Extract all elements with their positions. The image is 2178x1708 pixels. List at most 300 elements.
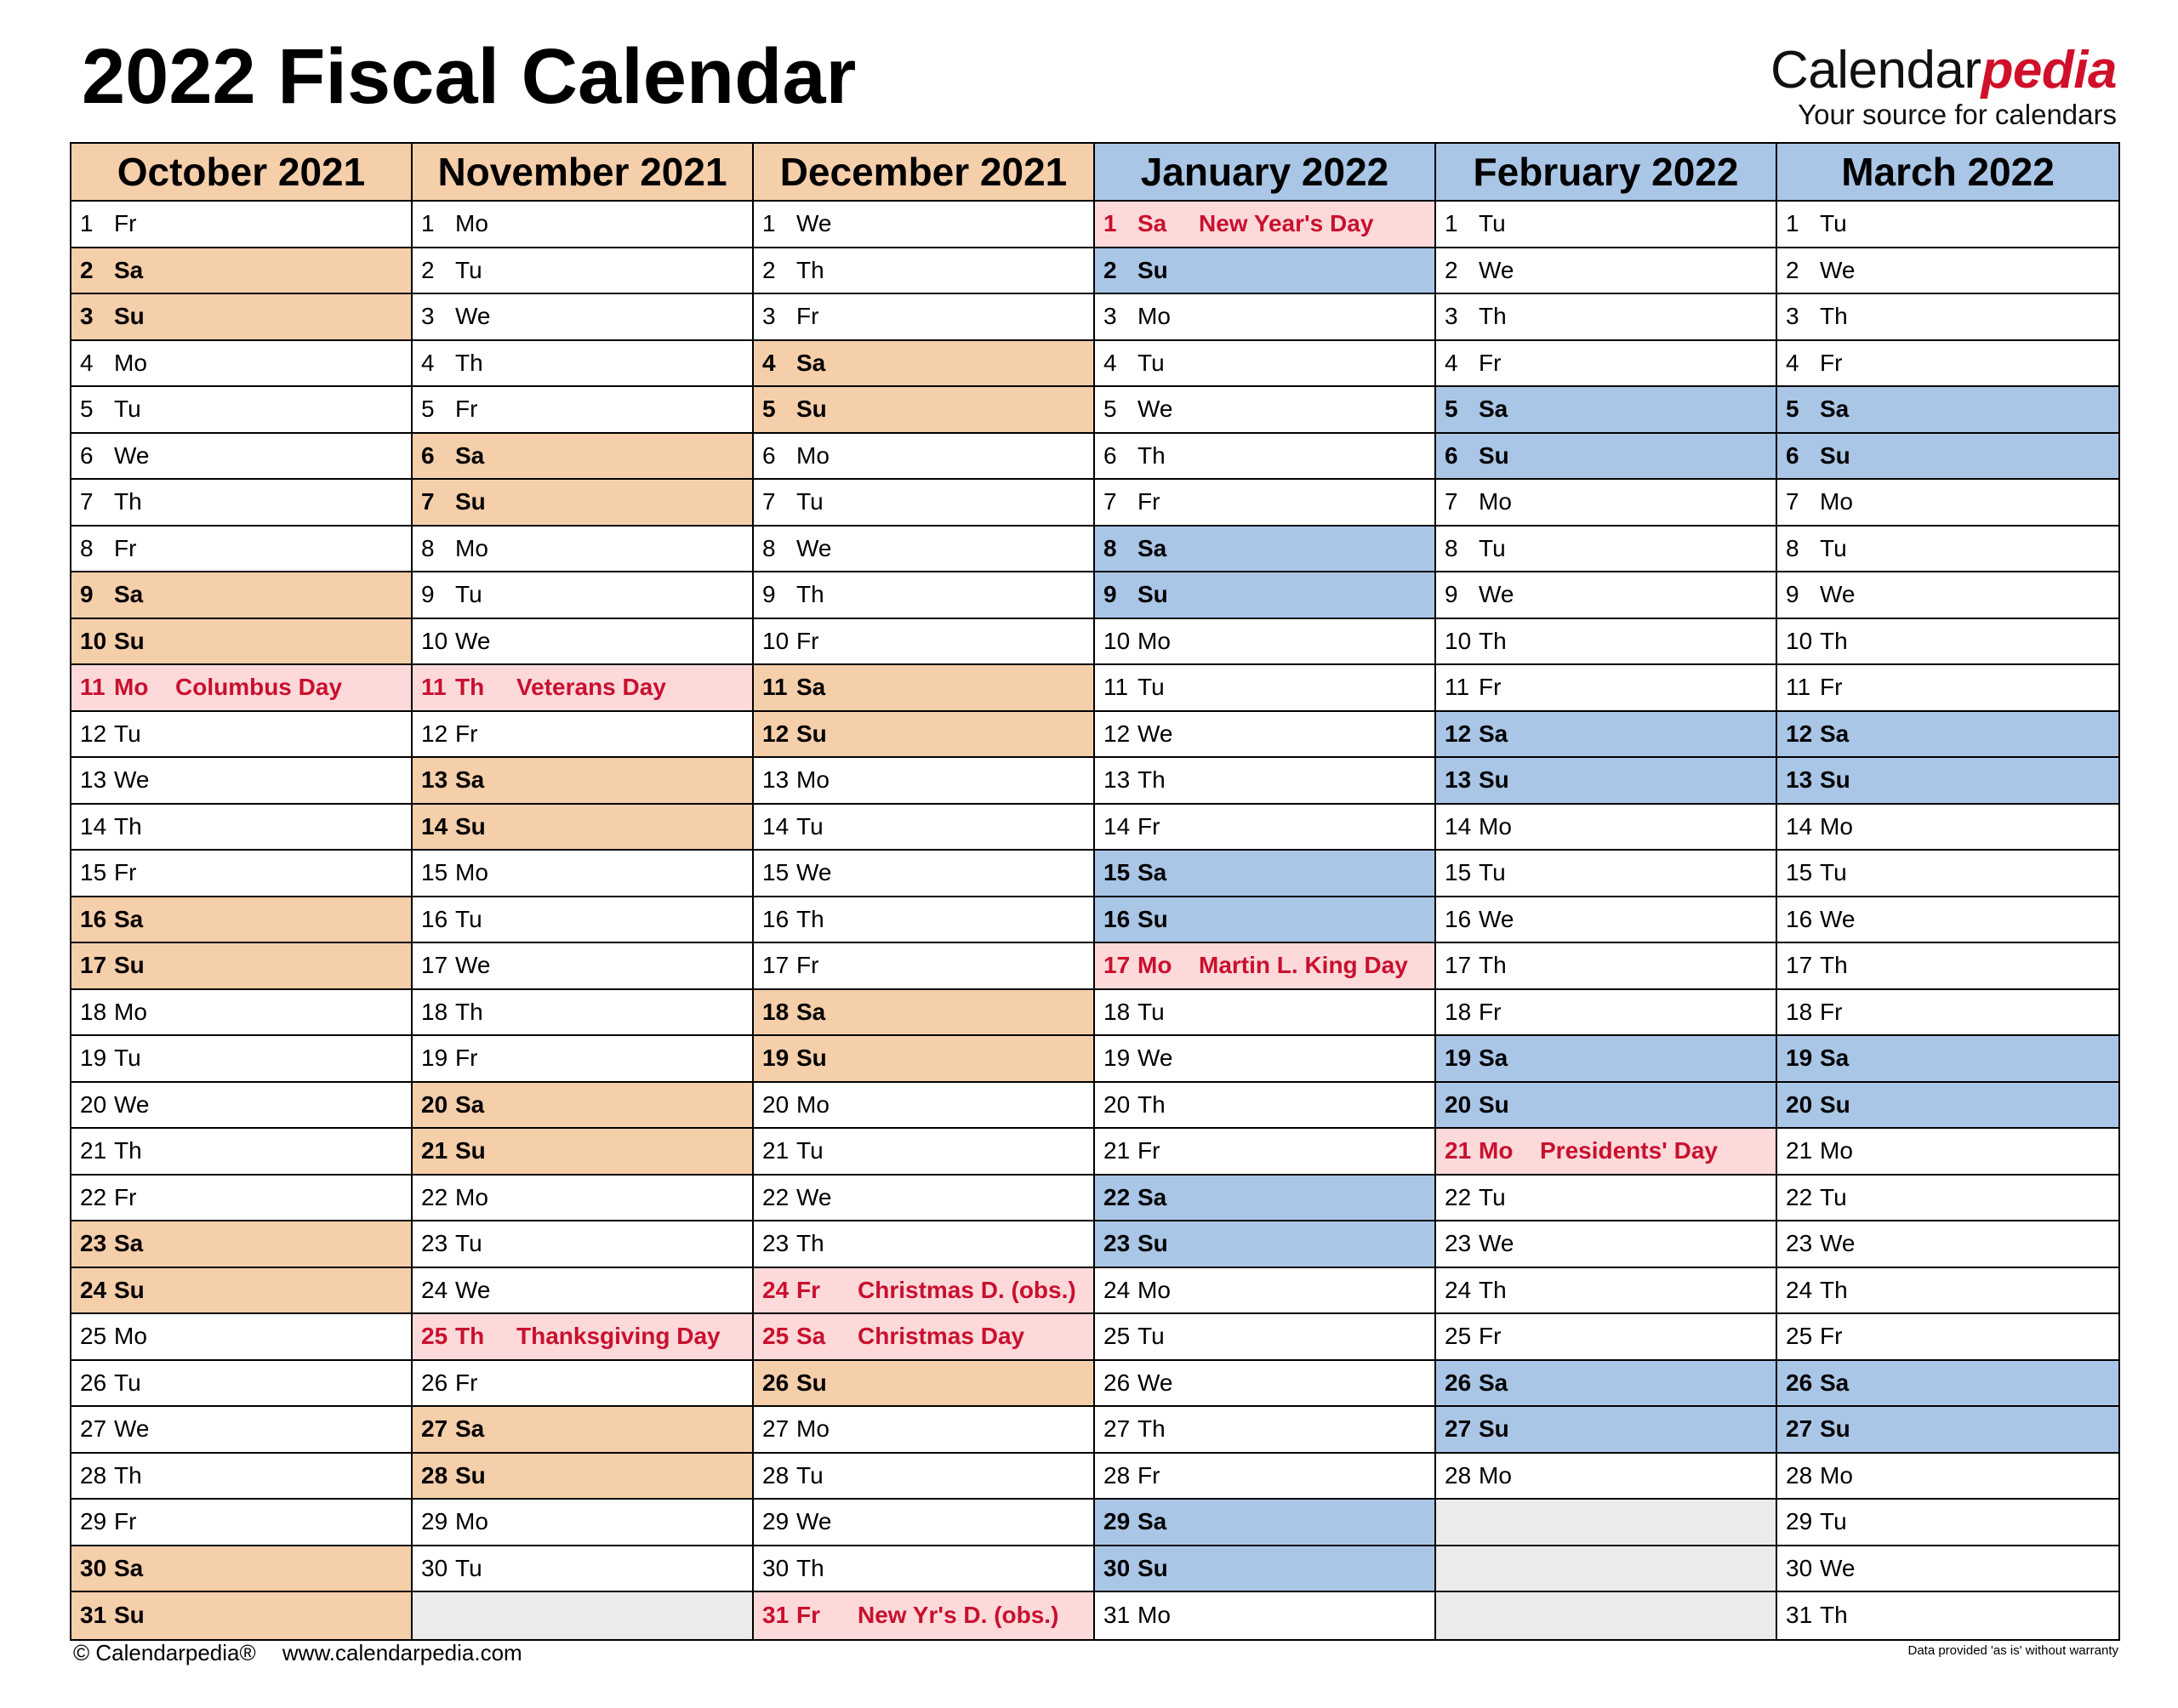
month-column — [1095, 144, 1436, 1639]
day-weekday: Sa — [114, 1554, 144, 1581]
day-number: 1 — [80, 210, 94, 237]
day-number: 28 — [1103, 1461, 1131, 1489]
day-number: 24 — [1103, 1276, 1131, 1303]
footer-credits — [73, 1640, 522, 1666]
day-weekday: Sa — [114, 581, 144, 608]
weekend-day-cell — [413, 805, 752, 851]
brand-tagline: Your source for calendars — [1798, 99, 2117, 130]
day-weekday: Tu — [114, 1045, 141, 1072]
day-number: 4 — [1445, 349, 1458, 376]
day-cell — [413, 619, 752, 666]
day-weekday: Sa — [455, 1090, 485, 1118]
day-cell — [71, 1314, 411, 1361]
day-number: 21 — [762, 1137, 790, 1164]
day-number: 14 — [421, 812, 448, 840]
day-number: 23 — [1786, 1230, 1813, 1257]
day-cell — [1436, 1176, 1776, 1222]
day-number: 29 — [421, 1508, 448, 1535]
day-number: 15 — [1445, 859, 1472, 886]
day-weekday: Fr — [455, 1045, 478, 1072]
day-weekday: Th — [1137, 1090, 1166, 1118]
day-cell — [1436, 990, 1776, 1037]
day-cell — [1777, 294, 2118, 341]
weekend-day-cell — [71, 619, 411, 666]
day-number: 29 — [1103, 1508, 1131, 1535]
day-cell — [413, 1361, 752, 1408]
day-cell — [413, 712, 752, 759]
day-number: 22 — [1786, 1183, 1813, 1210]
day-number: 9 — [1786, 581, 1799, 608]
day-weekday: We — [455, 952, 491, 979]
day-number: 26 — [1103, 1369, 1131, 1396]
month-header: February 2022 — [1436, 144, 1776, 202]
day-cell — [754, 805, 1093, 851]
day-number: 28 — [762, 1461, 790, 1489]
day-weekday: We — [1820, 256, 1856, 283]
weekend-day-cell — [71, 294, 411, 341]
weekend-day-cell — [1777, 1083, 2118, 1130]
day-number: 20 — [80, 1090, 107, 1118]
day-cell — [71, 1361, 411, 1408]
day-weekday: Mo — [1137, 1602, 1171, 1629]
day-number: 7 — [80, 488, 94, 515]
day-cell — [71, 1036, 411, 1083]
day-weekday: We — [114, 1415, 150, 1443]
day-weekday: Tu — [1820, 534, 1847, 561]
day-number: 27 — [762, 1415, 790, 1443]
footer-url[interactable]: www.calendarpedia.com — [282, 1640, 522, 1665]
day-cell — [71, 1176, 411, 1222]
day-number: 16 — [1786, 905, 1813, 932]
day-cell — [1095, 712, 1434, 759]
calendar-grid — [70, 142, 2120, 1641]
day-number: 24 — [1445, 1276, 1472, 1303]
day-weekday: We — [114, 1090, 150, 1118]
day-number: 29 — [1786, 1508, 1813, 1535]
day-number: 7 — [762, 488, 776, 515]
day-number: 17 — [762, 952, 790, 979]
day-weekday: Fr — [1479, 674, 1502, 701]
day-cell — [1436, 527, 1776, 573]
day-cell — [1436, 851, 1776, 897]
weekend-day-cell — [1095, 527, 1434, 573]
day-cell — [754, 619, 1093, 666]
day-number: 2 — [762, 256, 776, 283]
weekend-day-cell — [71, 572, 411, 619]
day-cell — [754, 480, 1093, 527]
day-weekday: Th — [1479, 303, 1507, 330]
day-cell — [1095, 805, 1434, 851]
month-column — [1436, 144, 1777, 1639]
day-number: 18 — [421, 998, 448, 1025]
day-number: 15 — [421, 859, 448, 886]
day-weekday: We — [796, 210, 832, 237]
weekend-day-cell — [1436, 758, 1776, 805]
brand-name — [1770, 41, 2117, 100]
day-cell — [1777, 527, 2118, 573]
day-weekday: We — [1137, 1045, 1173, 1072]
day-number: 6 — [421, 441, 435, 469]
day-weekday: Su — [455, 488, 486, 515]
day-weekday: Su — [114, 1276, 145, 1303]
day-number: 25 — [1445, 1323, 1472, 1350]
day-number: 10 — [1445, 627, 1472, 654]
day-weekday: Fr — [1820, 1323, 1843, 1350]
day-weekday: Th — [1137, 441, 1166, 469]
day-weekday: Fr — [1820, 998, 1843, 1025]
day-cell — [1777, 851, 2118, 897]
day-weekday: Tu — [796, 488, 824, 515]
day-weekday: We — [1820, 905, 1856, 932]
holiday-day-cell — [1436, 1129, 1776, 1176]
day-cell — [413, 248, 752, 295]
holiday-name: Christmas Day — [858, 1323, 1025, 1350]
day-number: 12 — [762, 720, 790, 747]
day-weekday: Th — [796, 1554, 824, 1581]
footer-copyright: © Calendarpedia® — [73, 1640, 256, 1665]
day-cell — [754, 527, 1093, 573]
day-weekday: Th — [455, 349, 483, 376]
footer-disclaimer: Data provided 'as is' without warranty — [1907, 1643, 2118, 1658]
day-weekday: Sa — [796, 349, 826, 376]
day-cell — [754, 1454, 1093, 1500]
day-weekday: We — [455, 303, 491, 330]
day-number: 24 — [762, 1276, 790, 1303]
day-number: 6 — [1786, 441, 1799, 469]
day-cell — [1777, 1454, 2118, 1500]
day-number: 18 — [1445, 998, 1472, 1025]
day-weekday: Sa — [114, 256, 144, 283]
month-header: March 2022 — [1777, 144, 2118, 202]
day-number: 22 — [421, 1183, 448, 1210]
weekend-day-cell — [1095, 1500, 1434, 1546]
day-cell — [71, 1454, 411, 1500]
day-weekday: Mo — [1479, 812, 1512, 840]
day-cell — [754, 1176, 1093, 1222]
day-cell — [413, 1500, 752, 1546]
day-number: 19 — [421, 1045, 448, 1072]
day-cell — [754, 248, 1093, 295]
day-number: 21 — [421, 1137, 448, 1164]
day-weekday: Fr — [1479, 998, 1502, 1025]
holiday-day-cell — [413, 1314, 752, 1361]
day-cell — [754, 1407, 1093, 1454]
day-weekday: Th — [455, 1323, 485, 1350]
day-weekday: We — [1479, 905, 1514, 932]
day-weekday: Mo — [1479, 1137, 1514, 1164]
weekend-day-cell — [71, 1546, 411, 1593]
day-weekday: Tu — [1820, 1508, 1847, 1535]
day-number: 15 — [762, 859, 790, 886]
day-cell — [1095, 619, 1434, 666]
day-weekday: Tu — [1137, 674, 1165, 701]
day-cell — [413, 851, 752, 897]
day-number: 16 — [762, 905, 790, 932]
day-weekday: Sa — [796, 674, 826, 701]
day-number: 30 — [1103, 1554, 1131, 1581]
day-cell — [1777, 943, 2118, 990]
day-number: 4 — [1786, 349, 1799, 376]
day-cell — [71, 1407, 411, 1454]
day-weekday: We — [455, 627, 491, 654]
day-weekday: We — [796, 1183, 832, 1210]
weekend-day-cell — [71, 1268, 411, 1315]
day-cell — [1777, 1221, 2118, 1268]
weekend-day-cell — [1095, 248, 1434, 295]
day-number: 18 — [80, 998, 107, 1025]
day-weekday: Mo — [114, 1323, 147, 1350]
day-weekday: Fr — [114, 210, 137, 237]
day-number: 19 — [1445, 1045, 1472, 1072]
day-weekday: Su — [796, 1369, 827, 1396]
day-number: 20 — [762, 1090, 790, 1118]
day-weekday: Th — [1820, 1276, 1848, 1303]
day-number: 21 — [1445, 1137, 1472, 1164]
day-weekday: Su — [114, 952, 145, 979]
day-cell — [413, 1546, 752, 1593]
day-cell — [1436, 480, 1776, 527]
day-weekday: Mo — [1479, 1461, 1512, 1489]
day-number: 16 — [421, 905, 448, 932]
day-cell — [71, 434, 411, 481]
day-cell — [1436, 1268, 1776, 1315]
day-number: 10 — [80, 627, 107, 654]
month-column — [1777, 144, 2118, 1639]
day-number: 5 — [762, 396, 776, 423]
day-weekday: Tu — [796, 812, 824, 840]
day-weekday: Fr — [796, 1276, 820, 1303]
day-weekday: Sa — [1137, 1183, 1167, 1210]
day-cell — [413, 202, 752, 248]
day-weekday: Tu — [1137, 998, 1165, 1025]
day-cell — [1095, 1592, 1434, 1639]
day-weekday: Mo — [1820, 812, 1853, 840]
day-number: 31 — [1786, 1602, 1813, 1629]
weekend-day-cell — [71, 897, 411, 944]
day-weekday: We — [114, 766, 150, 794]
day-number: 6 — [1103, 441, 1117, 469]
day-cell — [1777, 1129, 2118, 1176]
day-cell — [1777, 1500, 2118, 1546]
day-weekday: Fr — [796, 627, 819, 654]
day-cell — [413, 1268, 752, 1315]
month-header: October 2021 — [71, 144, 411, 202]
brand-logo — [1770, 41, 2117, 130]
day-number: 10 — [1786, 627, 1813, 654]
day-number: 17 — [421, 952, 448, 979]
day-weekday: Fr — [114, 1508, 137, 1535]
day-number: 9 — [1445, 581, 1458, 608]
weekend-day-cell — [1777, 387, 2118, 434]
day-weekday: Mo — [114, 998, 147, 1025]
day-number: 31 — [762, 1602, 790, 1629]
weekend-day-cell — [754, 387, 1093, 434]
day-number: 17 — [1786, 952, 1813, 979]
day-cell — [754, 1129, 1093, 1176]
day-weekday: Th — [796, 581, 824, 608]
weekend-day-cell — [413, 1129, 752, 1176]
day-weekday: Mo — [1479, 488, 1512, 515]
day-weekday: Mo — [1820, 1461, 1853, 1489]
day-weekday: Su — [114, 627, 145, 654]
day-weekday: Th — [114, 1137, 142, 1164]
day-number: 8 — [421, 534, 435, 561]
day-cell — [754, 572, 1093, 619]
day-number: 20 — [1786, 1090, 1813, 1118]
day-weekday: Th — [1137, 766, 1166, 794]
day-cell — [413, 1221, 752, 1268]
day-weekday: We — [1137, 1369, 1173, 1396]
day-cell — [1436, 619, 1776, 666]
day-cell — [71, 990, 411, 1037]
day-number: 1 — [1103, 210, 1117, 237]
day-weekday: Tu — [455, 1230, 482, 1257]
day-number: 12 — [1786, 720, 1813, 747]
day-number: 19 — [80, 1045, 107, 1072]
day-weekday: Mo — [1137, 952, 1172, 979]
day-number: 12 — [421, 720, 448, 747]
day-number: 9 — [762, 581, 776, 608]
day-cell — [1777, 1314, 2118, 1361]
day-cell — [1436, 1221, 1776, 1268]
day-cell — [71, 1083, 411, 1130]
holiday-day-cell — [1095, 943, 1434, 990]
day-cell — [754, 202, 1093, 248]
day-cell — [413, 943, 752, 990]
day-weekday: Fr — [114, 1183, 137, 1210]
day-weekday: Tu — [455, 905, 482, 932]
day-number: 30 — [1786, 1554, 1813, 1581]
holiday-day-cell — [754, 1268, 1093, 1315]
day-number: 25 — [1786, 1323, 1813, 1350]
day-number: 13 — [1445, 766, 1472, 794]
day-number: 11 — [421, 674, 447, 701]
day-weekday: Th — [455, 674, 485, 701]
day-weekday: We — [1479, 581, 1514, 608]
day-weekday: Su — [1137, 1554, 1168, 1581]
day-weekday: Su — [796, 1045, 827, 1072]
day-number: 23 — [1445, 1230, 1472, 1257]
month-column — [413, 144, 754, 1639]
empty-day-cell — [1436, 1546, 1776, 1593]
day-cell — [754, 434, 1093, 481]
day-cell — [71, 341, 411, 388]
day-cell — [1095, 1268, 1434, 1315]
day-weekday: Th — [1820, 303, 1848, 330]
day-cell — [1777, 480, 2118, 527]
day-weekday: Mo — [114, 349, 147, 376]
holiday-day-cell — [71, 665, 411, 712]
day-number: 3 — [762, 303, 776, 330]
day-number: 1 — [1786, 210, 1799, 237]
brand-name-accent: pedia — [1981, 41, 2117, 100]
day-number: 3 — [1445, 303, 1458, 330]
day-number: 26 — [1445, 1369, 1472, 1396]
day-number: 5 — [1103, 396, 1117, 423]
day-weekday: Tu — [1479, 859, 1506, 886]
day-weekday: Su — [1137, 581, 1168, 608]
day-weekday: Sa — [1820, 396, 1850, 423]
day-weekday: Sa — [455, 441, 485, 469]
holiday-name: Columbus Day — [175, 674, 343, 701]
day-cell — [413, 294, 752, 341]
day-weekday: Mo — [455, 534, 488, 561]
day-cell — [1777, 805, 2118, 851]
weekend-day-cell — [754, 990, 1093, 1037]
day-weekday: Th — [796, 256, 824, 283]
day-cell — [1436, 1314, 1776, 1361]
day-weekday: Su — [1137, 905, 1168, 932]
day-weekday: Su — [796, 396, 827, 423]
day-number: 14 — [1445, 812, 1472, 840]
day-weekday: Su — [455, 1461, 486, 1489]
day-cell — [413, 1176, 752, 1222]
day-cell — [1095, 294, 1434, 341]
day-number: 27 — [421, 1415, 448, 1443]
day-number: 3 — [1786, 303, 1799, 330]
day-number: 11 — [762, 674, 788, 701]
day-weekday: Sa — [1820, 1045, 1850, 1072]
day-number: 1 — [421, 210, 435, 237]
day-number: 11 — [1103, 674, 1129, 701]
day-number: 4 — [1103, 349, 1117, 376]
day-number: 24 — [421, 1276, 448, 1303]
day-weekday: We — [1479, 256, 1514, 283]
day-cell — [1777, 1268, 2118, 1315]
day-number: 12 — [1445, 720, 1472, 747]
day-weekday: Mo — [1820, 488, 1853, 515]
day-weekday: Fr — [1479, 349, 1502, 376]
day-cell — [1436, 1454, 1776, 1500]
day-weekday: Fr — [1137, 488, 1160, 515]
day-weekday: We — [796, 859, 832, 886]
day-number: 21 — [1786, 1137, 1813, 1164]
day-cell — [413, 341, 752, 388]
day-cell — [1777, 1592, 2118, 1639]
day-number: 3 — [421, 303, 435, 330]
day-number: 20 — [1103, 1090, 1131, 1118]
day-weekday: Mo — [796, 1415, 830, 1443]
day-weekday: Tu — [1479, 534, 1506, 561]
day-number: 14 — [80, 812, 107, 840]
day-weekday: We — [796, 534, 832, 561]
day-cell — [1436, 202, 1776, 248]
day-weekday: Mo — [796, 1090, 830, 1118]
weekend-day-cell — [1777, 1361, 2118, 1408]
day-weekday: Mo — [455, 1508, 488, 1535]
day-weekday: Su — [1820, 1415, 1850, 1443]
day-weekday: Fr — [114, 534, 137, 561]
day-number: 28 — [421, 1461, 448, 1489]
weekend-day-cell — [71, 1221, 411, 1268]
empty-day-cell — [413, 1592, 752, 1639]
day-weekday: Tu — [796, 1137, 824, 1164]
holiday-name: Thanksgiving Day — [516, 1323, 721, 1350]
day-number: 10 — [762, 627, 790, 654]
page-title: 2022 Fiscal Calendar — [82, 33, 857, 120]
day-weekday: Fr — [455, 396, 478, 423]
day-cell — [754, 943, 1093, 990]
weekend-day-cell — [413, 1454, 752, 1500]
holiday-name: New Year's Day — [1199, 210, 1374, 237]
day-cell — [1436, 572, 1776, 619]
day-weekday: Sa — [796, 998, 826, 1025]
day-number: 2 — [1445, 256, 1458, 283]
weekend-day-cell — [754, 712, 1093, 759]
day-weekday: Th — [1479, 1276, 1507, 1303]
day-weekday: Th — [455, 998, 483, 1025]
day-cell — [71, 1500, 411, 1546]
